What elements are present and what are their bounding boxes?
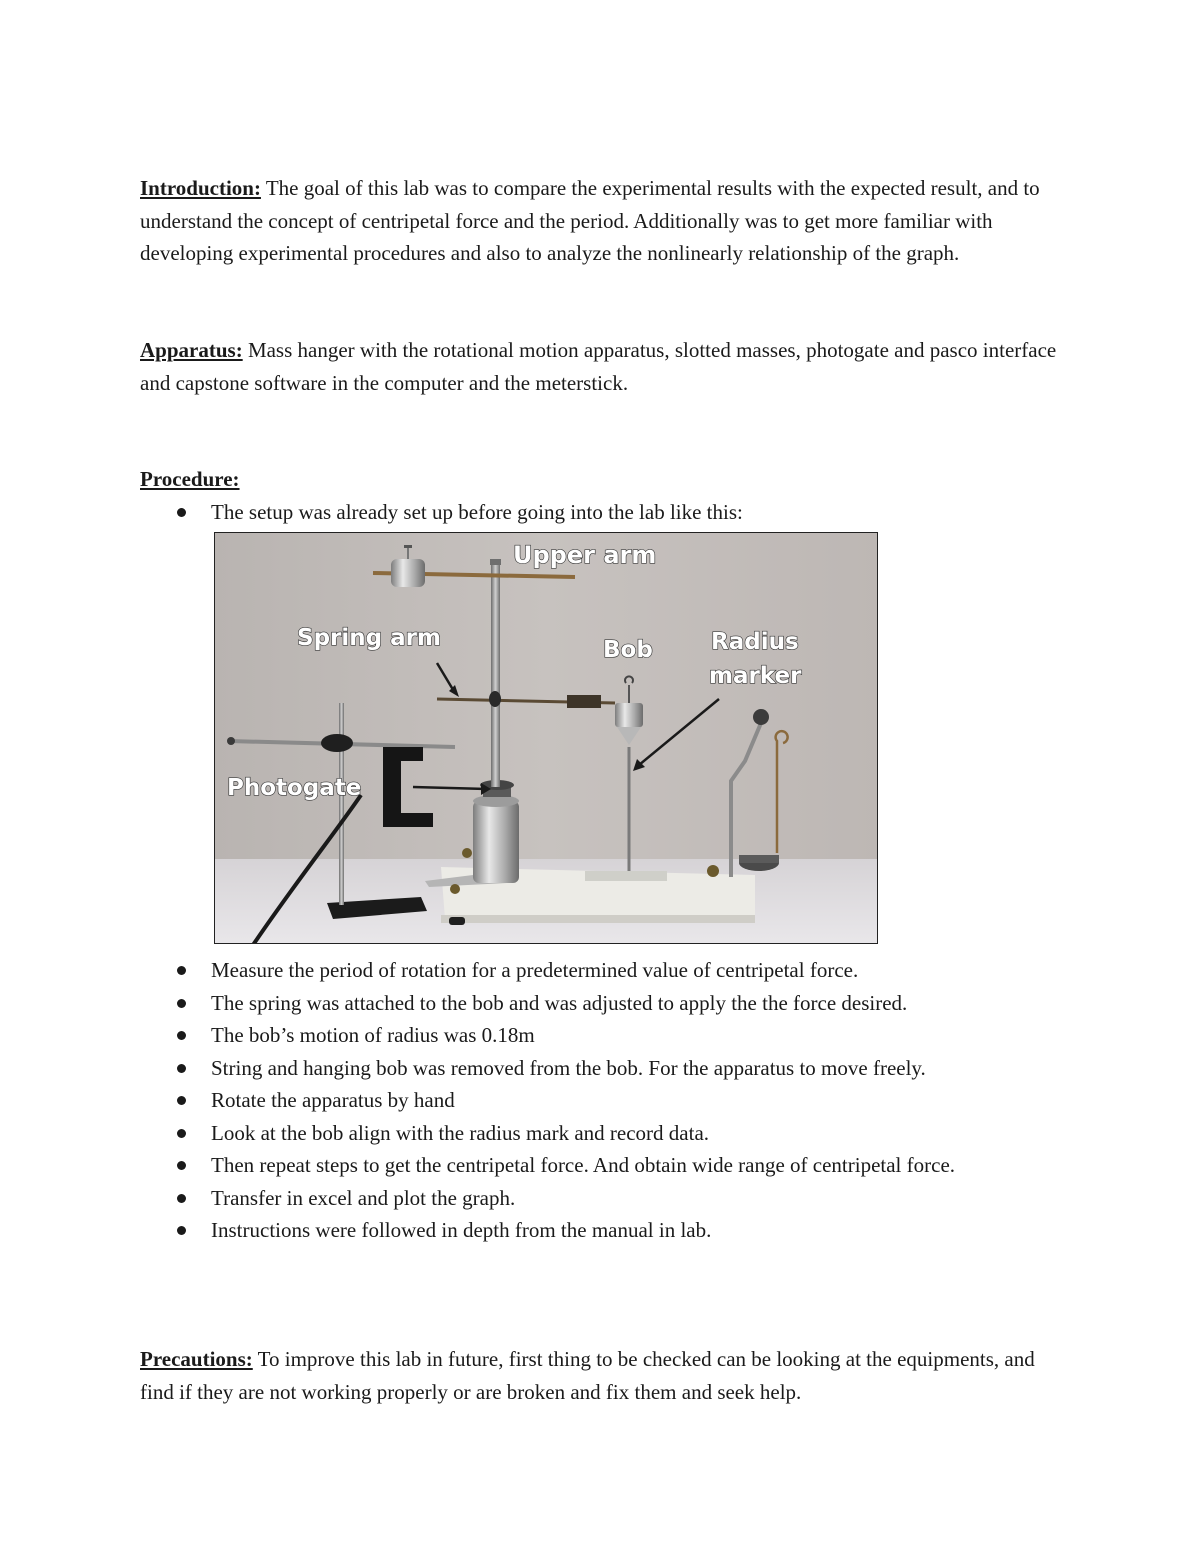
stand-clamp xyxy=(321,734,353,752)
stand-rod xyxy=(339,703,344,905)
list-item xyxy=(140,496,1080,529)
procedure-step: String and hanging bob was removed from the bob. For the apparatus to move freely. xyxy=(211,1055,926,1080)
procedure-step: Instructions were followed in depth from the manual in lab. xyxy=(211,1218,712,1242)
bullet-icon xyxy=(177,1194,186,1203)
leveling-screw xyxy=(462,848,472,858)
precautions-paragraph xyxy=(140,1343,1060,1408)
counterweight xyxy=(391,559,425,587)
label-marker: marker xyxy=(709,663,802,689)
bullet-icon xyxy=(177,966,186,975)
bullet-icon xyxy=(177,1226,186,1235)
list-item xyxy=(140,1052,1080,1085)
introduction-heading: Introduction: xyxy=(140,176,261,200)
procedure-step: Rotate the apparatus by hand xyxy=(211,1088,455,1112)
bullet-icon xyxy=(177,1031,186,1040)
rotor-cylinder xyxy=(473,801,519,883)
spring xyxy=(567,695,601,708)
procedure-step: Then repeat steps to get the centripetal force. And obtain wide range of centripetal force. xyxy=(211,1153,956,1177)
precautions-text: To improve this lab in future, first thing to be checked can be looking at the equipments, and find if they are not working properly or are broken and fix them and seek help. xyxy=(140,1347,1035,1404)
procedure-heading: Procedure: xyxy=(140,467,240,491)
introduction-text: The goal of this lab was to compare the experimental results with the expected result, and to understand the concept of centripetal force and the period. Additionally was to get more familiar with developing experimental procedures and also to analyze the nonlinearly relationship of the graph. xyxy=(140,176,1040,265)
bullet-icon xyxy=(177,999,186,1008)
label-spring-arm: Spring arm xyxy=(297,625,441,651)
procedure-step: Look at the bob align with the radius mark and record data. xyxy=(211,1120,710,1145)
apparatus-text: Mass hanger with the rotational motion apparatus, slotted masses, photogate and pasco interface and capstone software in the computer and the meterstick. xyxy=(140,338,1057,395)
list-item xyxy=(140,1117,1080,1150)
bullet-icon xyxy=(177,1161,186,1170)
wall-background xyxy=(215,533,878,863)
label-bob: Bob xyxy=(603,637,653,663)
bullet-icon xyxy=(177,508,186,517)
introduction-paragraph xyxy=(140,172,1060,270)
list-item xyxy=(140,1084,1080,1117)
apparatus-photo xyxy=(214,532,878,944)
procedure-list-bottom xyxy=(140,954,1080,1247)
vertical-shaft xyxy=(491,563,500,787)
procedure-step: The bob’s motion of radius was 0.18m xyxy=(211,1023,535,1047)
list-item xyxy=(140,1214,1080,1247)
precautions-heading: Precautions: xyxy=(140,1347,253,1371)
marker-plate xyxy=(585,871,667,881)
procedure-step: The spring was attached to the bob and was adjusted to apply the the force desired. xyxy=(211,990,908,1015)
list-item xyxy=(140,954,1080,987)
procedure-step: Transfer in excel and plot the graph. xyxy=(211,1185,516,1210)
label-radius: Radius xyxy=(711,629,799,655)
bullet-icon xyxy=(177,1096,186,1105)
apparatus-heading: Apparatus: xyxy=(140,338,243,362)
apparatus-paragraph xyxy=(140,334,1060,399)
bullet-icon xyxy=(177,1129,186,1138)
procedure-list-top xyxy=(140,496,1080,529)
procedure-step: Measure the period of rotation for a predetermined value of centripetal force. xyxy=(211,958,859,982)
procedure-heading-paragraph xyxy=(140,463,1060,496)
list-item xyxy=(140,1182,1080,1215)
label-photogate: Photogate xyxy=(227,775,362,801)
list-item xyxy=(140,1019,1080,1052)
list-item xyxy=(140,987,1080,1020)
label-upper-arm: Upper arm xyxy=(513,541,657,569)
bullet-icon xyxy=(177,1064,186,1073)
procedure-step: The setup was already set up before going into the lab like this: xyxy=(211,500,743,524)
list-item xyxy=(140,1149,1080,1182)
bob-mass xyxy=(615,703,643,727)
